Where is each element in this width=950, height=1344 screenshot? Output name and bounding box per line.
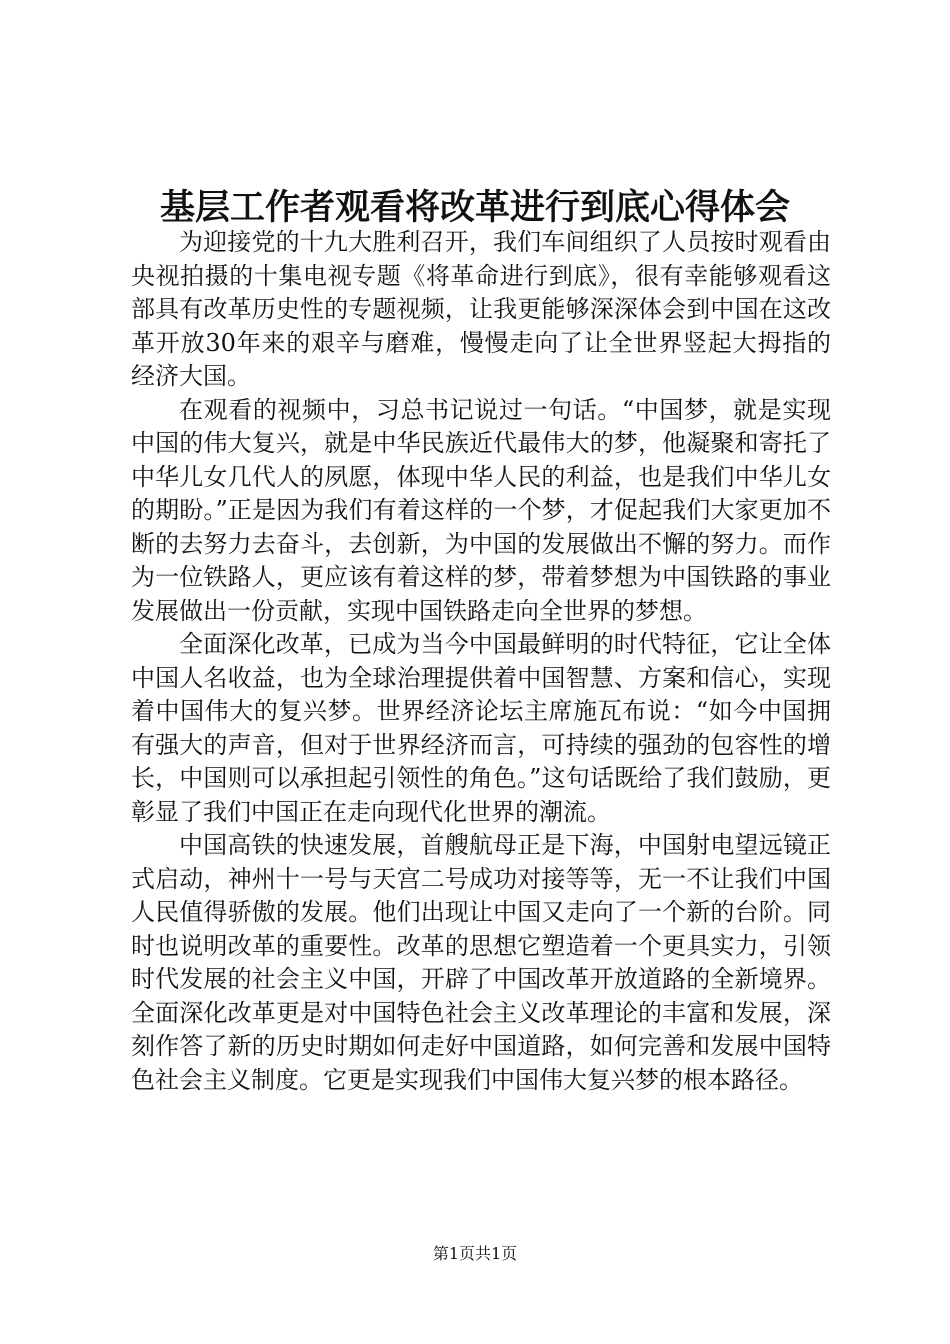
paragraph-3: 全面深化改革，已成为当今中国最鲜明的时代特征，它让全体中国人名收益，也为全球治理提供着中国智慧、方案和信心，实现着中国伟大的复兴梦。世界经济论坛主席施瓦布说：“如今中国拥有强大的声音，但对于世界经济而言，可持续的强劲的包容性的增长，中国则可以承担起引领性的角色。”这句话既给了我们鼓励，更彰显了我们中国正在走向现代化世界的潮流。 (131, 630, 831, 826)
page-number-current: 第1页 (432, 1244, 475, 1263)
paragraph-1: 为迎接党的十九大胜利召开，我们车间组织了人员按时观看由央视拍摄的十集电视专题《将革命进行到底》，很有幸能够观看这部具有改革历史性的专题视频，让我更能够深深体会到中国在这改革开放30年来的艰辛与磨难，慢慢走向了让全世界竖起大拇指的经济大国。 (131, 228, 831, 390)
document-title: 基层工作者观看将改革进行到底心得体会 (159, 187, 790, 228)
page-footer (0, 1243, 950, 1265)
paragraph-2: 在观看的视频中，习总书记说过一句话。“中国梦，就是实现中国的伟大复兴，就是中华民族近代最伟大的梦，他凝聚和寄托了中华儿女几代人的夙愿，体现中华人民的利益，也是我们中华儿女的期盼。”正是因为我们有着这样的一个梦，才促起我们大家更加不断的去努力去奋斗，去创新，为中国的发展做出不懈的努力。而作为一位铁路人，更应该有着这样的梦，带着梦想为中国铁路的事业发展做出一份贡献，实现中国铁路走向全世界的梦想。 (131, 395, 831, 625)
document-body (131, 226, 831, 1097)
paragraph-4: 中国高铁的快速发展，首艘航母正是下海，中国射电望远镜正式启动，神州十一号与天宫二号成功对接等等，无一不让我们中国人民值得骄傲的发展。他们出现让中国又走向了一个新的台阶。同时也说明改革的重要性。改革的思想它塑造着一个更具实力，引领时代发展的社会主义中国，开辟了中国改革开放道路的全新境界。全面深化改革更是对中国特色社会主义改革理论的丰富和发展，深刻作答了新的历史时期如何走好中国道路，如何完善和发展中国特色社会主义制度。它更是实现我们中国伟大复兴梦的根本路径。 (131, 831, 831, 1094)
page-number-total: 共1页 (475, 1244, 518, 1263)
